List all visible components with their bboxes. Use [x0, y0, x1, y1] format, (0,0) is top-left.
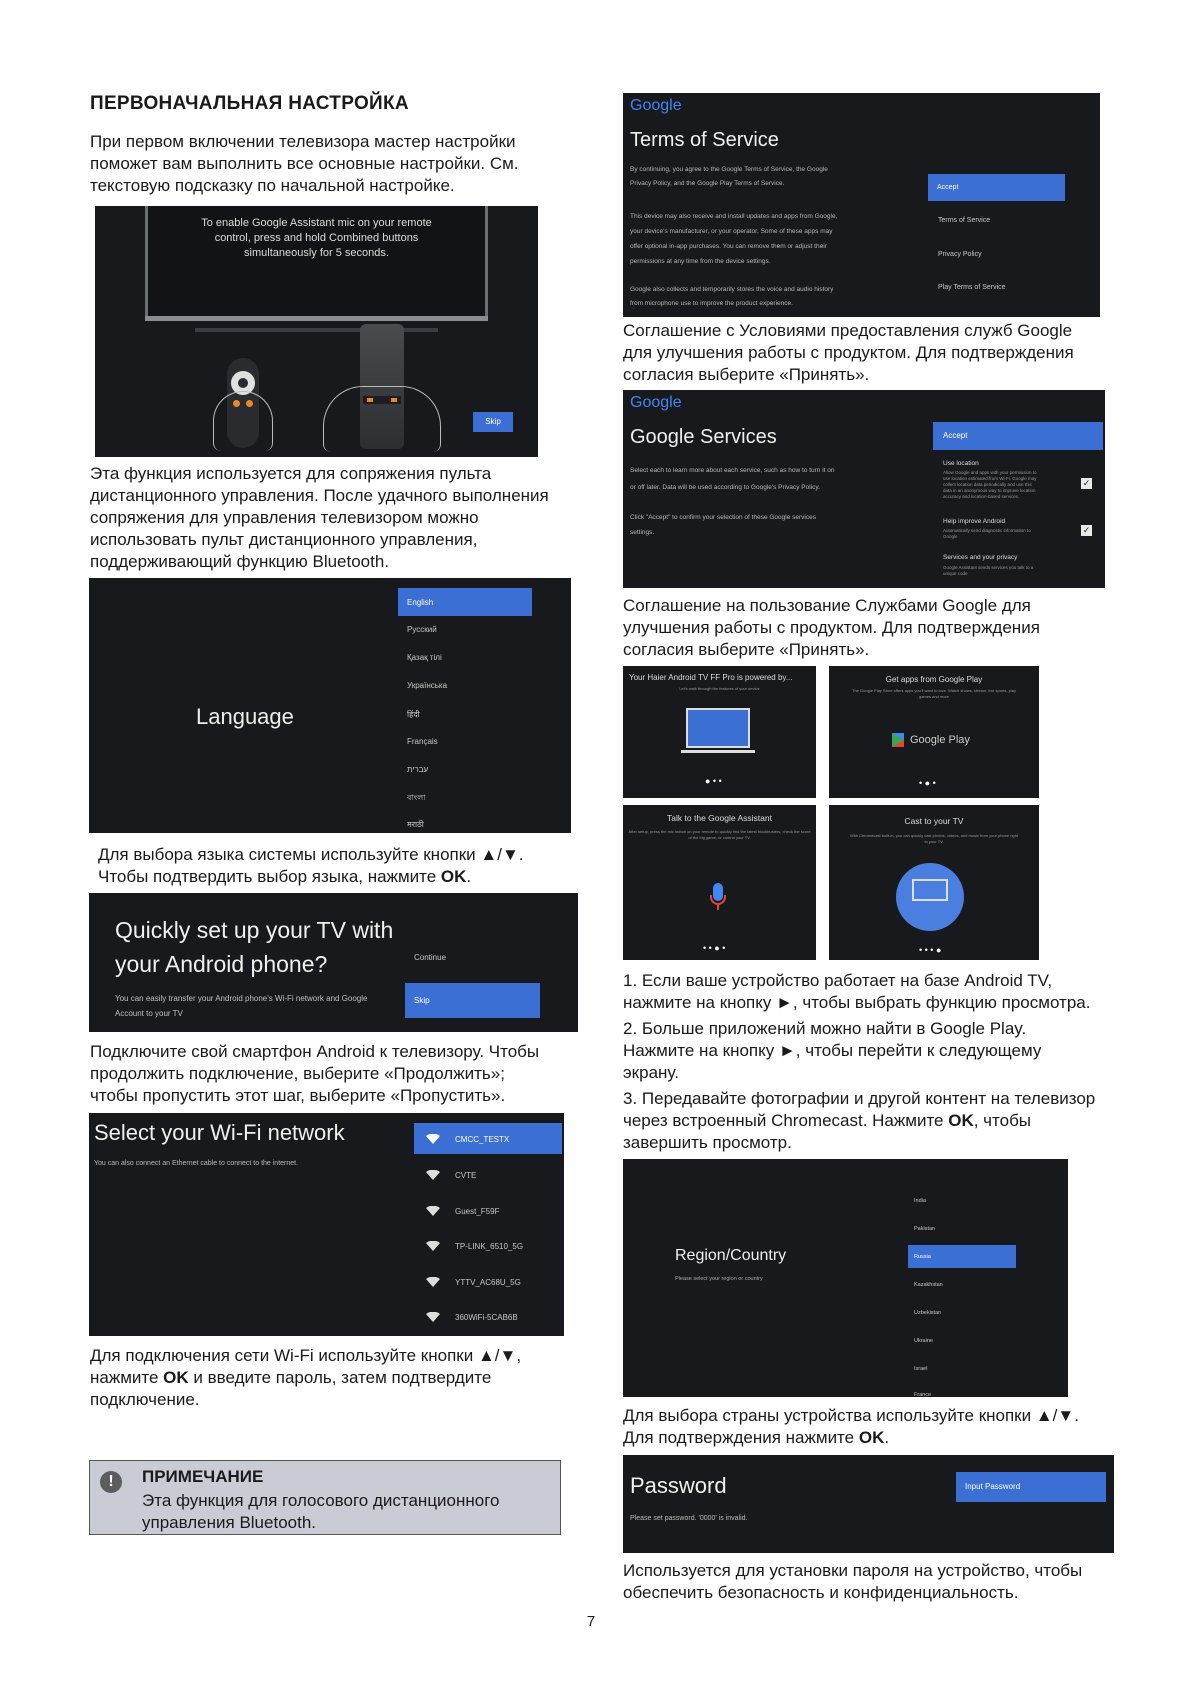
accept-button[interactable]: Accept: [933, 422, 1103, 450]
tos-paragraph: Google also collects and temporarily stores the voice and audio history from microphone use to improve the product experience.: [630, 286, 834, 307]
phone-setup-title: Quickly set up your TV with your Android phone?: [115, 917, 394, 977]
password-caption: Используется для установки пароля на устройство, чтобы обеспечить безопасность и конфиденциальность.: [623, 1561, 1083, 1602]
language-option[interactable]: मराठी: [407, 820, 424, 829]
wifi-title: Select your Wi-Fi network: [94, 1120, 345, 1145]
services-paragraph: Select each to learn more about each service, such as how to turn it on or off later. Data will be used according to Google's Privacy Policy.: [630, 467, 835, 491]
service-name: Use location: [943, 460, 979, 467]
language-option[interactable]: हिंदी: [407, 710, 420, 719]
warning-icon: !: [100, 1471, 122, 1493]
wifi-icon: [426, 1170, 440, 1180]
feature-tile: [829, 666, 1039, 798]
note-title: ПРИМЕЧАНИЕ: [142, 1467, 264, 1486]
password-screenshot: [623, 1455, 1114, 1553]
tos-option[interactable]: Play Terms of Service: [938, 284, 1006, 291]
continue-option[interactable]: Continue: [414, 953, 447, 962]
skip-button[interactable]: Skip: [473, 412, 513, 432]
note-text: Эта функция для голосового дистанционного управления Bluetooth.: [142, 1491, 500, 1532]
remote-message: To enable Google Assistant mic on your remote control, press and hold Combined buttons simultaneously for 5 seconds.: [201, 217, 432, 259]
pager-dots: • • • ●: [919, 945, 942, 955]
wifi-network[interactable]: CMCC_TESTX: [455, 1135, 510, 1144]
section-heading: ПЕРВОНАЧАЛЬНАЯ НАСТРОЙКА: [90, 93, 409, 114]
wifi-icon: [426, 1134, 440, 1144]
wifi-network[interactable]: Guest_F59F: [455, 1207, 500, 1216]
wifi-icon: [426, 1241, 440, 1251]
feature-tile: [623, 666, 816, 798]
phone-caption: Подключите свой смартфон Android к телевизору. Чтобы продолжить подключение, выберите «Продолжить»; чтобы пропустить этот шаг, выберите «Пропустить».: [90, 1042, 540, 1105]
tile-sub: With Chromecast built-in, you can quickly cast photos, videos, and music from your phone right to your TV.: [849, 833, 1019, 844]
accept-option[interactable]: Accept: [928, 174, 1065, 201]
password-title: Password: [630, 1473, 727, 1498]
language-option[interactable]: English: [407, 598, 434, 607]
region-caption: Для выбора страны устройства используйте кнопки ▲/▼. Для подтверждения нажмите OK.: [623, 1406, 1079, 1447]
service-name: Services and your privacy: [943, 554, 1018, 561]
google-play-label: Google Play: [910, 734, 970, 746]
pager-dots: ● • •: [705, 776, 722, 786]
tos-paragraph: By continuing, you agree to the Google Terms of Service, the Google Privacy Policy, and the Google Play Terms of Service.: [630, 166, 828, 187]
pager-dots: • • ● •: [703, 943, 726, 953]
google-services-screenshot: [623, 390, 1105, 588]
wifi-icon: [426, 1312, 440, 1322]
services-caption: Соглашение на пользование Службами Google для улучшения работы с продуктом. Для подтверждения согласия выберите «Принять».: [623, 596, 1040, 659]
tv-illustration: [686, 708, 750, 748]
services-paragraph: Click "Accept" to confirm your selection of these Google services settings.: [630, 514, 816, 536]
service-desc: Allow Google and apps with your permission to use location estimated from Wi-Fi. Google may collect location data periodically and use this data in an anonymous way to improve location accuracy and location-based services.: [943, 470, 1037, 499]
language-screenshot: [89, 578, 571, 833]
language-option[interactable]: Қазақ тілі: [407, 653, 442, 662]
wifi-icon: [426, 1277, 440, 1287]
tos-paragraph: This device may also receive and install updates and apps from Google, your device's manufacturer, or your operator. Some of these apps may offer optional in-app purchases. You can remove them or adjust their permissions at any time from the device settings.: [630, 213, 838, 265]
intro-line: поможет вам выполнить все основные настройки. См.: [90, 154, 519, 173]
tile-title: Your Haier Android TV FF Pro is powered by...: [629, 673, 793, 682]
tile-title: Cast to your TV: [904, 816, 964, 826]
tile-sub: After setup, press the mic button on your remote to quickly find the latest blockbusters, check the score of the big game, or control your TV.: [628, 829, 811, 840]
tos-title: Terms of Service: [630, 129, 779, 151]
wifi-network[interactable]: TP-LINK_6510_5G: [455, 1242, 524, 1251]
use-location-checkbox[interactable]: ✓: [1082, 478, 1091, 488]
tile-title: Talk to the Google Assistant: [667, 813, 772, 823]
remote-pairing-screenshot: [95, 206, 538, 457]
wifi-icon: [426, 1206, 440, 1216]
language-option[interactable]: עברית: [407, 765, 429, 774]
service-desc: Automatically send diagnostic information to Google: [943, 528, 1031, 539]
tos-option[interactable]: Privacy Policy: [938, 251, 982, 258]
wifi-sub: You can also connect an Ethernet cable to connect to the internet.: [94, 1160, 299, 1167]
intro-text: [90, 131, 519, 197]
language-title: Language: [196, 704, 294, 729]
region-option[interactable]: Uzbekistan: [914, 1310, 942, 1316]
password-sub: Please set password. '0000' is invalid.: [630, 1515, 748, 1522]
region-option[interactable]: Kazakhstan: [914, 1282, 943, 1288]
region-sub: Please select your region or country: [675, 1276, 763, 1282]
wifi-screenshot: [89, 1113, 564, 1336]
language-option[interactable]: বাংলা: [407, 793, 426, 802]
phone-setup-sub: You can easily transfer your Android phone's Wi-Fi network and Google Account to your TV: [115, 994, 368, 1018]
language-option[interactable]: Français: [407, 737, 438, 746]
pager-dots: • ● •: [919, 778, 936, 788]
language-option[interactable]: Русский: [407, 625, 437, 634]
tos-option[interactable]: Terms of Service: [938, 217, 991, 224]
google-play-icon: [892, 733, 904, 747]
language-caption: Для выбора языка системы используйте кнопки ▲/▼. Чтобы подтвердить выбор языка, нажмите OK.: [98, 845, 524, 886]
wifi-network[interactable]: 360WiFi-5CAB6B: [455, 1313, 518, 1322]
service-desc: Google Assistant sends services you talk to a unique code: [943, 565, 1034, 576]
skip-option[interactable]: Skip: [405, 983, 540, 1018]
intro-line: При первом включении телевизора мастер настройки: [90, 132, 516, 151]
intro-line: текстовую подсказку по начальной настройке.: [90, 176, 455, 195]
region-screenshot: [623, 1159, 1068, 1397]
language-option[interactable]: Українська: [407, 681, 448, 690]
remote-caption: Эта функция используется для сопряжения пульта дистанционного управления. После удачного выполнения сопряжения для управления телевизором можно использовать пульт дистанционного управления, поддерживающий функцию Bluetooth.: [90, 464, 549, 571]
region-option[interactable]: Ukraine: [914, 1338, 933, 1344]
tile-sub: The Google Play Store offers apps you'll want to love. Watch shows, stream, live sports, play games and more: [852, 688, 1016, 699]
feature-tile: [623, 805, 816, 960]
service-name: Help improve Android: [943, 518, 1006, 525]
google-logo: Google: [630, 97, 682, 114]
tile-title: Get apps from Google Play: [885, 675, 983, 684]
input-password-button[interactable]: Input Password: [956, 1472, 1106, 1502]
wifi-caption: Для подключения сети Wi-Fi используйте кнопки ▲/▼, нажмите OK и введите пароль, затем подтвердите подключение.: [90, 1346, 522, 1409]
region-option[interactable]: Israel: [914, 1366, 928, 1372]
google-logo: Google: [630, 394, 682, 411]
note-box: [89, 1460, 561, 1535]
phone-setup-screenshot: [89, 893, 578, 1032]
region-option[interactable]: India: [914, 1198, 926, 1204]
page-number: 7: [586, 1613, 596, 1630]
tos-caption: Соглашение с Условиями предоставления служб Google для улучшения работы с продуктом. Для подтверждения согласия выберите «Принять».: [623, 321, 1074, 384]
region-title: Region/Country: [675, 1247, 787, 1264]
wifi-network[interactable]: CVTE: [455, 1171, 477, 1180]
region-option[interactable]: Russia: [914, 1254, 931, 1260]
region-option[interactable]: France: [914, 1392, 932, 1397]
services-title: Google Services: [630, 426, 777, 448]
terms-of-service-screenshot: [623, 93, 1100, 317]
tile-sub: Let's walk through the features of your device: [679, 686, 760, 691]
steps-text: 1. Если ваше устройство работает на базе Android TV, нажмите на кнопку ►, чтобы выбрать функцию просмотра. 2. Больше приложений можно найти в Google Play. Нажмите на кнопку ►, чтобы перейти к следующему экрану. 3. Передавайте фотографии и другой контент на телевизор через встроенный Chromecast. Нажмите OK, чтобы завершить просмотр.: [623, 971, 1096, 1152]
wifi-network[interactable]: YTTV_AC68U_5G: [455, 1278, 521, 1287]
region-option[interactable]: Pakistan: [914, 1226, 936, 1232]
help-improve-checkbox[interactable]: ✓: [1082, 525, 1091, 535]
feature-tile: [829, 805, 1039, 960]
